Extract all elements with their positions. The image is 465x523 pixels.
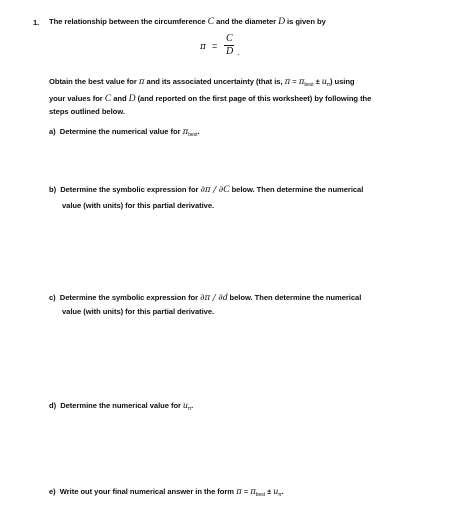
instructions-line-3: steps outlined below.: [49, 107, 125, 116]
part-b-line-2: value (with units) for this partial derivative.: [62, 201, 215, 210]
part-a: a) Determine the numerical value for $\pi_{best}$.: [49, 127, 200, 138]
formula-equals: =: [212, 41, 218, 51]
formula-numerator: C: [226, 33, 233, 44]
partial-pi-over-c: ∂π / ∂: [200, 185, 224, 195]
instructions-line-1: Obtain the best value for π and its associated uncertainty (that is, $\pi = \pi_{best} \pm u_\pi$) using: [49, 76, 355, 88]
part-e-text: Write out your final numerical answer in the form: [59, 487, 234, 496]
pi-symbol: π: [138, 77, 145, 87]
formula-denominator: D: [226, 46, 234, 57]
question-number: 1.: [33, 18, 40, 27]
partial-pi-over-d: ∂π / ∂: [200, 293, 223, 303]
formula-pi: π: [200, 42, 206, 52]
part-c-line-2: value (with units) for this partial derivative.: [62, 307, 215, 316]
intro-tail: is given by: [287, 17, 326, 26]
question-intro: [49, 17, 326, 28]
part-c-label: c): [49, 293, 56, 302]
formula-period: .: [237, 47, 240, 57]
part-e: e) Write out your final numerical answer in the form $\pi = \pi_{best} \pm u_\pi$.: [49, 486, 284, 498]
intro-text: The relationship between the circumference: [49, 17, 206, 26]
part-c-line-1: c) Determine the symbolic expression for ∂π / ∂d below. Then determine the numerical: [49, 292, 362, 303]
part-d: d) Determine the numerical value for $u_\pi$.: [49, 400, 194, 412]
part-d-text: Determine the numerical value for: [60, 401, 181, 410]
intro-and: and the diameter: [216, 17, 277, 26]
part-e-label: e): [49, 487, 56, 496]
part-b-label: b): [49, 185, 57, 194]
instructions-line-2: your values for C and D (and reported on the first page of this worksheet) by following the: [49, 93, 372, 104]
part-d-label: d): [49, 401, 57, 410]
symbol-C: C: [207, 16, 214, 27]
symbol-D: D: [278, 16, 285, 27]
part-a-label: a): [49, 127, 56, 136]
part-b-line-1: b) Determine the symbolic expression for ∂π / ∂C below. Then determine the numerical: [49, 184, 364, 195]
formula-pi-equals-c-over-d: [194, 33, 254, 63]
part-a-text: Determine the numerical value for: [59, 127, 181, 136]
